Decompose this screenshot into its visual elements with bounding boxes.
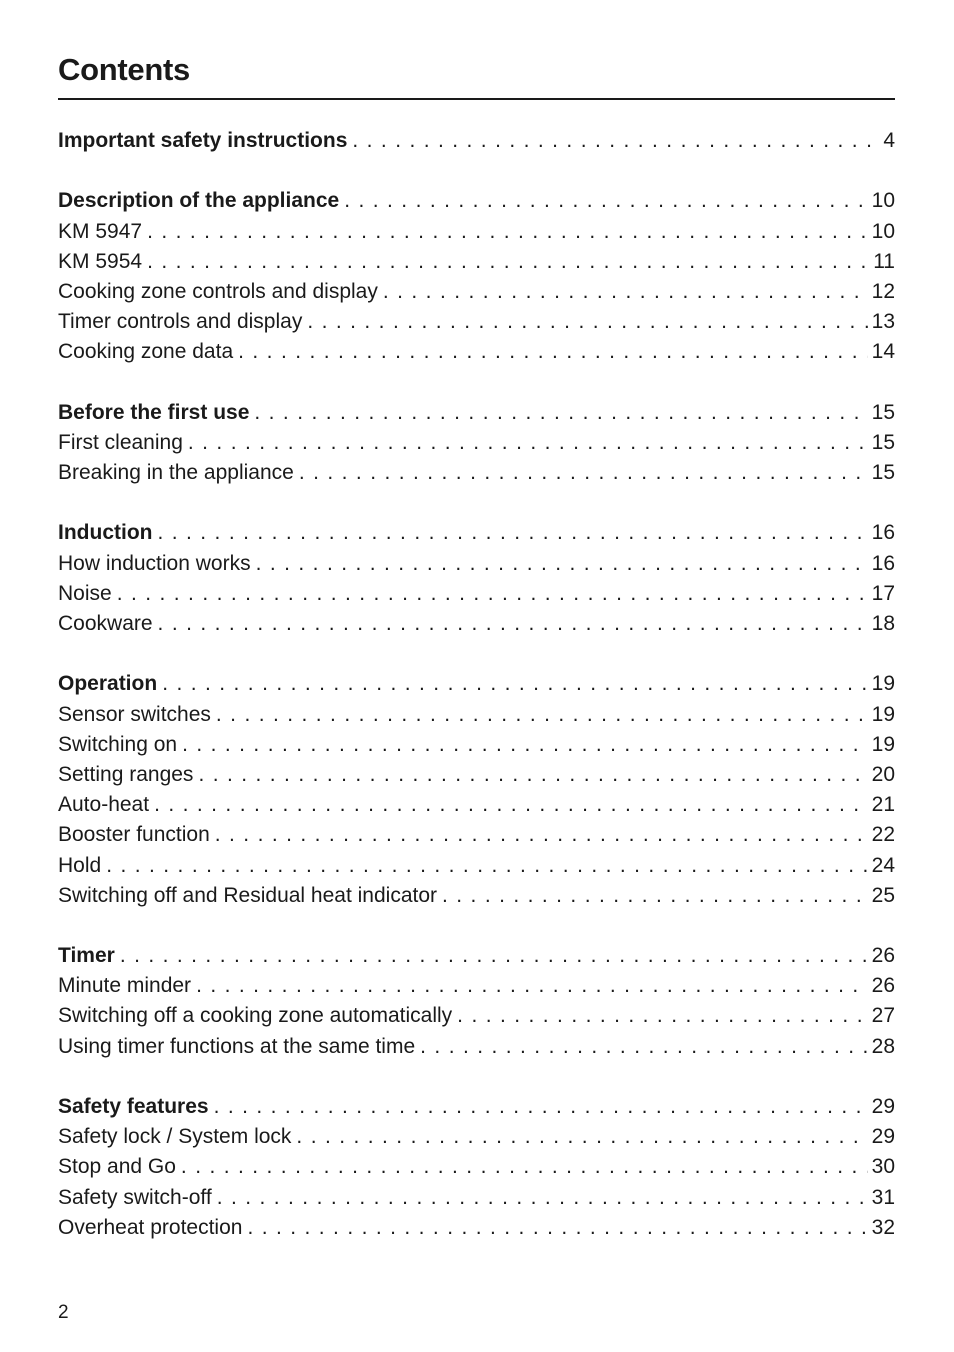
toc-entry[interactable] [58, 307, 895, 337]
toc-entry-page: 19 [871, 702, 895, 726]
toc-entry[interactable] [58, 881, 895, 911]
toc-entry-title: Stop and Go [58, 1155, 176, 1179]
toc-section-heading[interactable] [58, 669, 895, 699]
toc-entry-page: 32 [871, 1215, 895, 1239]
toc-entry[interactable] [58, 790, 895, 820]
toc-entry-title: Switching off and Residual heat indicator [58, 883, 438, 907]
page-number: 2 [58, 1302, 69, 1323]
toc-entry-title: Minute minder [58, 974, 192, 998]
toc-entry[interactable] [58, 820, 895, 850]
toc-dot-leader [162, 669, 867, 699]
toc-dot-leader [217, 1183, 868, 1213]
toc-entry[interactable] [58, 760, 895, 790]
toc-dot-leader [117, 579, 868, 609]
toc-entry[interactable] [58, 1183, 895, 1213]
toc-entry[interactable] [58, 851, 895, 881]
toc-entry-title: Sensor switches [58, 702, 211, 726]
toc-section-heading[interactable] [58, 126, 895, 156]
toc-dot-leader [188, 428, 868, 458]
toc-entry-page: 30 [871, 1155, 895, 1179]
toc-entry-page: 19 [871, 732, 895, 756]
toc-entry-page: 22 [871, 823, 895, 847]
toc-entry[interactable] [58, 579, 895, 609]
toc-entry-page: 12 [871, 279, 895, 303]
toc-entry[interactable] [58, 1001, 895, 1031]
toc-dot-leader [247, 1213, 867, 1243]
toc-entry-page: 4 [883, 129, 895, 152]
toc-dot-leader [196, 971, 868, 1001]
toc-entry-page: 18 [871, 612, 895, 635]
toc-entry[interactable] [58, 428, 895, 458]
toc-entry-title: Cooking zone data [58, 340, 234, 364]
toc-entry-page: 25 [871, 883, 895, 907]
toc-entry-page: 10 [871, 219, 895, 243]
toc-dot-leader [296, 1122, 867, 1152]
toc-dot-leader [442, 881, 868, 911]
toc-entry[interactable] [58, 730, 895, 760]
toc-entry-page: 19 [871, 672, 895, 696]
toc-entry-title: Noise [58, 581, 112, 605]
toc-entry-title: Safety switch-off [58, 1185, 212, 1209]
toc-entry-page: 28 [871, 1034, 895, 1058]
toc-entry-title: Before the first use [58, 400, 250, 424]
toc-entry-page: 16 [871, 521, 895, 545]
toc-entry-title: Switching on [58, 732, 178, 756]
toc-entry-title: KM 5947 [58, 219, 143, 243]
toc-dot-leader [352, 126, 879, 156]
toc-entry-title: Auto-heat [58, 793, 150, 817]
toc-entry-page: 17 [871, 581, 895, 605]
toc-dot-leader [120, 941, 868, 971]
toc-entry-title: Induction [58, 521, 153, 545]
toc-entry-page: 26 [871, 944, 895, 968]
toc-entry[interactable] [58, 971, 895, 1001]
toc-entry-page: 29 [871, 1125, 895, 1149]
toc-entry[interactable] [58, 458, 895, 488]
toc-dot-leader [344, 186, 867, 216]
toc-entry-title: Switching off a cooking zone automatically [58, 1004, 453, 1028]
toc-entry-title: Using timer functions at the same time [58, 1034, 416, 1058]
toc-entry-page: 15 [871, 461, 895, 485]
toc-dot-leader [238, 337, 868, 367]
toc-dot-leader [182, 730, 868, 760]
toc-entry[interactable] [58, 337, 895, 367]
toc-entry[interactable] [58, 277, 895, 307]
toc-dot-leader [256, 549, 868, 579]
toc-entry-page: 11 [873, 249, 895, 273]
toc-entry-title: Setting ranges [58, 762, 194, 786]
toc-entry-title: Breaking in the appliance [58, 461, 294, 485]
toc-entry-title: Timer controls and display [58, 310, 303, 334]
toc-dot-leader [147, 217, 868, 247]
toc-dot-leader [214, 1092, 868, 1122]
toc-entry-title: Operation [58, 672, 158, 696]
toc-dot-leader [254, 398, 867, 428]
toc-entry-title: Description of the appliance [58, 189, 340, 213]
toc-entry[interactable] [58, 700, 895, 730]
toc-dot-leader [154, 790, 868, 820]
toc-entry[interactable] [58, 247, 895, 277]
toc-section-heading[interactable] [58, 186, 895, 216]
toc-entry[interactable] [58, 609, 895, 639]
toc-dot-leader [158, 609, 868, 639]
toc-entry-page: 15 [871, 430, 895, 454]
toc-entry-page: 21 [871, 793, 895, 817]
table-of-contents [58, 126, 895, 1243]
toc-dot-leader [181, 1152, 868, 1182]
toc-entry[interactable] [58, 217, 895, 247]
toc-entry-title: Important safety instructions [58, 129, 348, 152]
toc-entry[interactable] [58, 549, 895, 579]
toc-entry-title: How induction works [58, 551, 251, 575]
page-title: Contents [58, 52, 190, 87]
toc-section-heading[interactable] [58, 1092, 895, 1122]
toc-section-heading[interactable] [58, 941, 895, 971]
toc-entry-page: 16 [871, 551, 895, 575]
toc-section-heading[interactable] [58, 398, 895, 428]
toc-entry-page: 20 [871, 762, 895, 786]
toc-entry-title: Safety features [58, 1095, 209, 1118]
toc-entry-title: Safety lock / System lock [58, 1125, 292, 1149]
toc-entry-page: 27 [871, 1004, 895, 1028]
toc-entry-page: 24 [871, 853, 895, 877]
toc-entry-title: Cooking zone controls and display [58, 279, 378, 303]
toc-entry-title: Cookware [58, 612, 153, 635]
toc-section-heading[interactable] [58, 518, 895, 548]
toc-entry[interactable] [58, 1152, 895, 1182]
toc-dot-leader [299, 458, 868, 488]
toc-entry-page: 29 [871, 1095, 895, 1118]
toc-entry-page: 31 [871, 1185, 895, 1209]
toc-entry-title: Booster function [58, 823, 210, 847]
toc-dot-leader [383, 277, 868, 307]
toc-entry-title: First cleaning [58, 430, 183, 454]
toc-entry-title: KM 5954 [58, 249, 143, 273]
toc-dot-leader [420, 1032, 867, 1062]
toc-entry-title: Timer [58, 944, 115, 968]
toc-dot-leader [216, 700, 868, 730]
toc-dot-leader [457, 1001, 867, 1031]
toc-dot-leader [106, 851, 867, 881]
toc-dot-leader [157, 518, 867, 548]
toc-dot-leader [198, 760, 867, 790]
toc-dot-leader [215, 820, 868, 850]
toc-dot-leader [147, 247, 869, 277]
toc-entry-page: 14 [871, 340, 895, 364]
toc-entry-page: 26 [871, 974, 895, 998]
toc-entry[interactable] [58, 1032, 895, 1062]
toc-entry[interactable] [58, 1213, 895, 1243]
toc-entry-title: Overheat protection [58, 1215, 243, 1239]
toc-entry-page: 13 [871, 310, 895, 334]
toc-entry-page: 15 [871, 400, 895, 424]
title-divider [58, 98, 895, 100]
toc-entry-title: Hold [58, 853, 102, 877]
toc-dot-leader [307, 307, 867, 337]
toc-entry[interactable] [58, 1122, 895, 1152]
toc-entry-page: 10 [871, 189, 895, 213]
